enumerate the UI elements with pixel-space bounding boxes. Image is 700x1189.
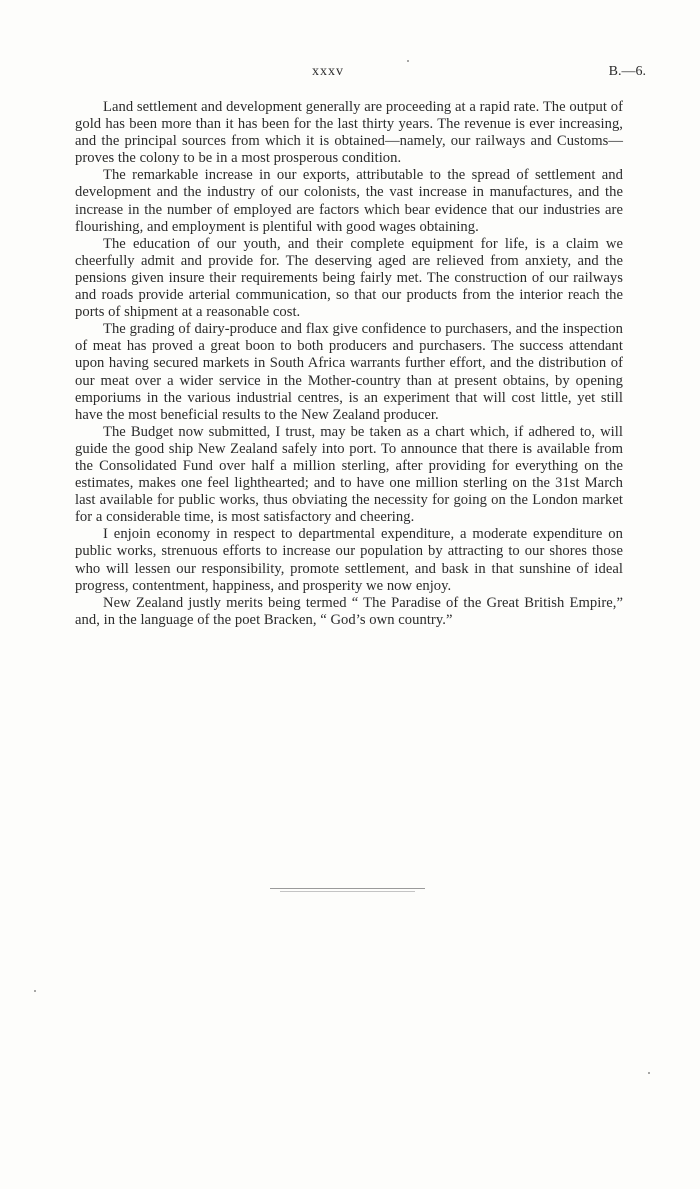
scan-speck [648, 1072, 650, 1074]
page-number: xxxv [312, 64, 344, 79]
scan-speck [34, 990, 36, 992]
paragraph-exports: The remarkable increase in our exports, attributable to the spread of settlement and development and the industry of our colonists, the vast increase in manufactures, and the increase in the number of employed are factors which bear evidence that our industries are flourishing, and employment is plentiful with good wages obtaining. [75, 167, 623, 235]
page-header [0, 64, 700, 88]
paragraph-budget: The Budget now submitted, I trust, may be taken as a chart which, if adhered to, will guide the good ship New Zealand safely into port. To announce that there is available from the Consolidated Fund over half a million sterling, after providing for everything on the estimates, makes one feel lighthearted; and to have one million sterling on the 31st March last available for public works, thus obviating the necessity for going on the London market for a considerable time, is most satisfactory and cheering. [75, 423, 623, 526]
paragraph-economy: I enjoin economy in respect to departmental expenditure, a moderate expenditure on public works, strenuous efforts to increase our population by attracting to our shores those who will lessen our responsibility, promote settlement, and bask in that sunshine of ideal progress, contentment, happiness, and prosperity we now enjoy. [75, 526, 623, 594]
paragraph-land-settlement: Land settlement and development generally are proceeding at a rapid rate. The output of gold has been more than it has been for the last thirty years. The revenue is ever increasing, and the principal sources from which it is obtained—namely, our railways and Customs—proves the colony to be in a most prosperous condition. [75, 99, 623, 167]
paragraph-dairy-produce: The grading of dairy-produce and flax give confidence to purchasers, and the inspection of meat has proved a great boon to both producers and purchasers. The success attendant upon having secured markets in South Africa warrants further effort, and the distribution of our meat over a wider service in the Mother-country than at present obtains, by opening emporiums in the various industrial centres, is an experiment that will cost little, yet still have the most beneficial results to the New Zealand producer. [75, 321, 623, 423]
closing-rule [270, 888, 425, 889]
report-code: B.—6. [608, 64, 646, 79]
paragraph-education: The education of our youth, and their complete equipment for life, is a claim we cheerfully admit and provide for. The deserving aged are relieved from anxiety, and the pensions given insure their requirements being fairly met. The construction of our railways and roads provide arterial communication, so that our products from the interior reach the ports of shipment at a reasonable cost. [75, 235, 623, 321]
paragraph-paradise: New Zealand justly merits being termed “ The Paradise of the Great British Empire,” and, in the language of the poet Bracken, “ God’s own country.” [75, 594, 623, 628]
scan-speck [407, 60, 409, 62]
body-text [75, 99, 623, 629]
